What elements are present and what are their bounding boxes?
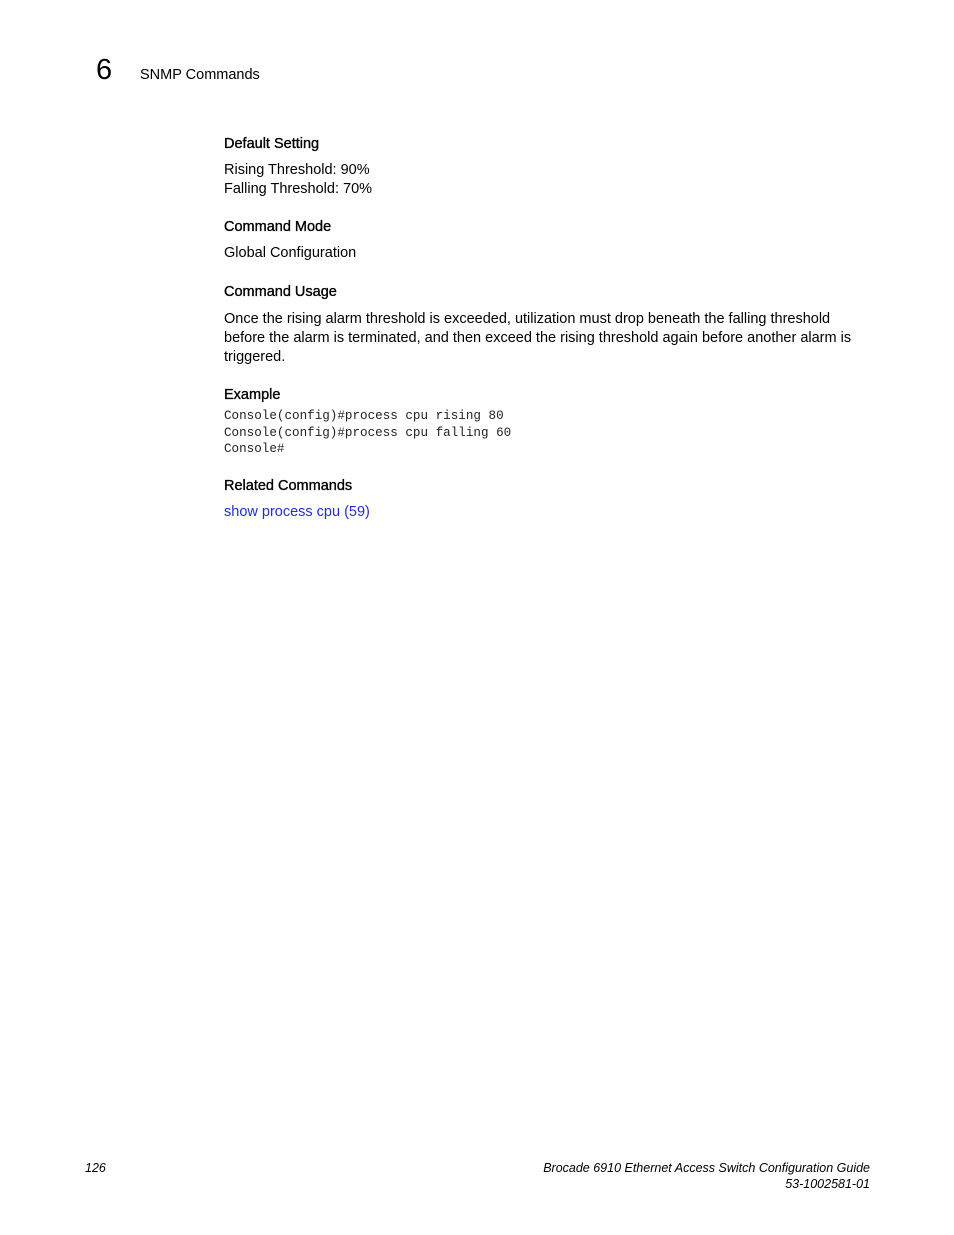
- example-code-line-1: Console(config)#process cpu rising 80: [224, 409, 504, 423]
- command-mode-heading: Command Mode: [224, 219, 332, 235]
- falling-threshold-text: Falling Threshold: 70%: [224, 181, 373, 197]
- chapter-title: SNMP Commands: [140, 67, 260, 83]
- chapter-number: 6: [96, 54, 113, 86]
- command-mode-text: Global Configuration: [224, 245, 357, 261]
- rising-threshold-text: Rising Threshold: 90%: [224, 162, 370, 178]
- related-commands-heading: Related Commands: [224, 477, 353, 494]
- show-process-cpu-link[interactable]: show process cpu (59): [224, 503, 370, 520]
- command-usage-line-3: triggered.: [224, 349, 286, 365]
- guide-title: Brocade 6910 Ethernet Access Switch Configuration Guide: [543, 1161, 870, 1175]
- example-code-line-3: Console#: [224, 442, 285, 456]
- footer-info: [543, 1160, 870, 1192]
- doc-number: 53-1002581-01: [785, 1177, 870, 1191]
- example-heading: Example: [224, 387, 281, 403]
- default-setting-heading: Default Setting: [224, 136, 320, 152]
- command-usage-heading: Command Usage: [224, 284, 337, 300]
- page-number: 126: [85, 1161, 106, 1175]
- command-usage-line-1: Once the rising alarm threshold is exceeded, utilization must drop beneath the falling threshold: [224, 311, 831, 327]
- page-content: [224, 134, 874, 522]
- example-code-line-2: Console(config)#process cpu falling 60: [224, 425, 512, 440]
- command-usage-line-2: before the alarm is terminated, and then exceed the rising threshold again before another alarm is: [224, 330, 852, 346]
